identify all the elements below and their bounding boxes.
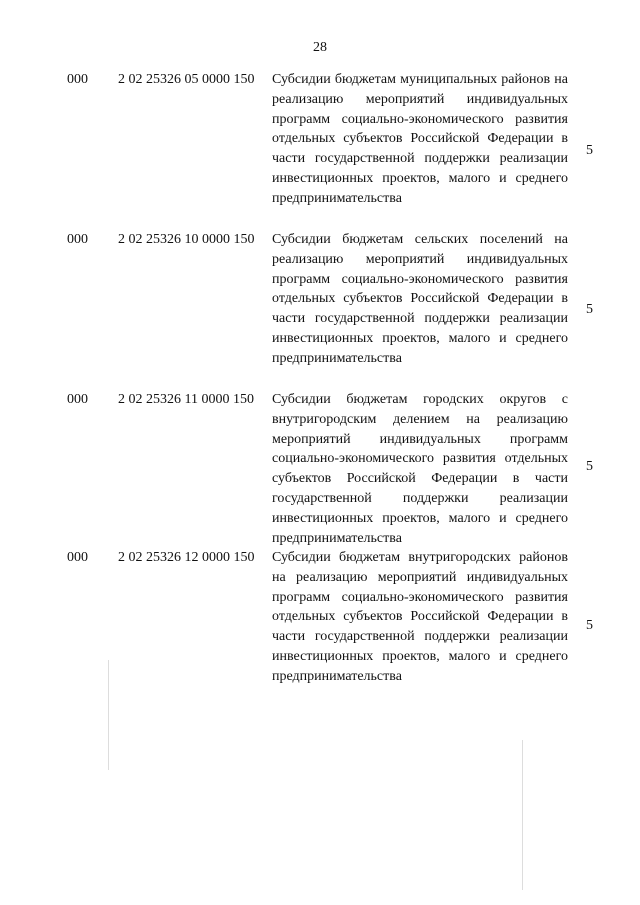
admin-code: 000 [67,550,88,565]
admin-code: 000 [67,392,88,407]
income-description: Субсидии бюджетам муниципальных районов на реализацию мероприятий индивидуальных программ социально-экономического развития отдельных субъектов Российской Федерации в части государственной поддержки реализации инвестиционных проектов, малого и среднего предпринимательства [272,72,568,206]
norm-value: 5 [586,143,593,158]
norm-value: 5 [586,618,593,633]
income-description: Субсидии бюджетам внутригородских районов на реализацию мероприятий индивидуальных программ социально-экономического развития отдельных субъектов Российской Федерации в части государственной поддержки реализации инвестиционных проектов, малого и среднего предпринимательства [272,550,568,684]
scan-artifact-line [522,740,523,890]
budget-classification-code: 2 02 25326 05 0000 150 [118,72,255,87]
admin-code: 000 [67,72,88,87]
income-description: Субсидии бюджетам городских округов с внутригородским делением на реализацию мероприятий индивидуальных программ социально-экономического развития отдельных субъектов Российской Федерации в части государственной поддержки реализации инвестиционных проектов, малого и среднего предпринимательства [272,392,568,546]
admin-code: 000 [67,232,88,247]
budget-classification-code: 2 02 25326 12 0000 150 [118,550,255,565]
norm-value: 5 [586,302,593,317]
scan-artifact-line [108,660,109,770]
budget-classification-code: 2 02 25326 10 0000 150 [118,232,255,247]
budget-classification-code: 2 02 25326 11 0000 150 [118,392,254,407]
norm-value: 5 [586,459,593,474]
page-number: 28 [313,40,327,55]
income-description: Субсидии бюджетам сельских поселений на реализацию мероприятий индивидуальных программ социально-экономического развития отдельных субъектов Российской Федерации в части государственной поддержки реализации инвестиционных проектов, малого и среднего предпринимательства [272,232,568,366]
